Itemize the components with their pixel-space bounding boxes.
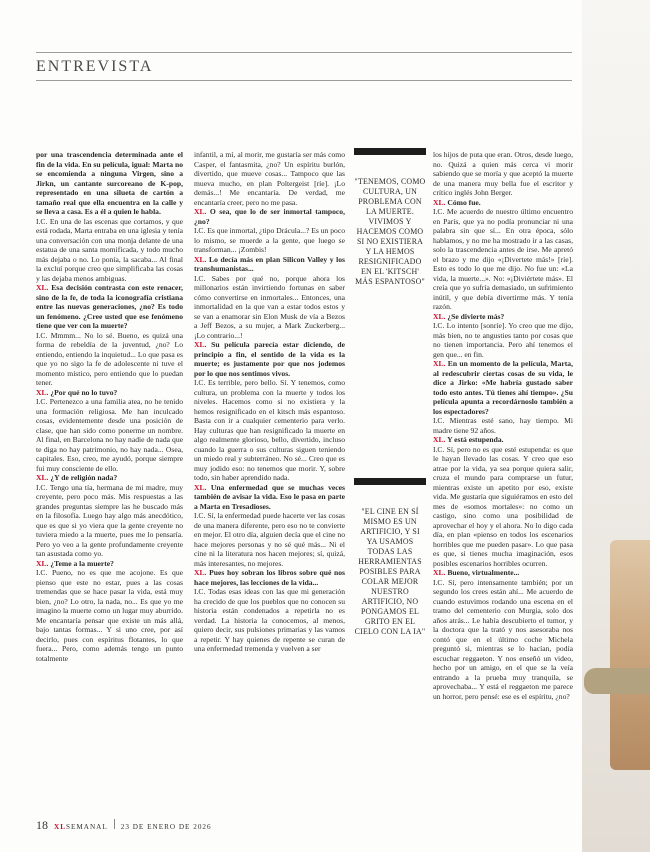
interviewer-tag: XL. [194,482,211,492]
interview-answer: I.C. Pueno, no es que me acojone. Es que pienso que este no estar, pues a las cosas tremendas que se hace pasar la vida, está muy bien, ¿no? Lo otro, la nada, no... Es que yo me imagino la muerte como un lugar muy aburrido. Me encantaría pensar que existe un más allá, bajo tantas formas... Y si uno cree, por así decirlo, pues con espíritus flotantes, lo que fuera... Pero, como además tengo un punto totalmente [36,568,183,663]
interview-answer: I.C. En una de las escenas que cortamos, y que está rodada, Marta entraba en una iglesia y tenía una conversación con una monja delante de una estatua de una santa momificada, y todo mucho más dejaba o no. Lo ponía, la sacaba... Al final la excluí porque creo que simplificaba las cosas y las dejaba menos ambiguas. [36,216,183,283]
interview-question: En un momento de la película, Marta, al redescubrir ciertas cosas de su vida, le dice a Jirko: «Me habría gustado saber todo esto antes. Tú tienes ahí tiempo». ¿Su película apunta a recordárnoslo también a los espectadores? [433,359,573,416]
interviewer-tag: XL. [36,283,52,292]
interview-answer: I.C. Pertenezco a una familia atea, no he tenido una formación religiosa. Me han inculcado cosas, evidentemente desde una posición de clase, que han sido como ponerme un nombre. Al final, en Barcelona no hay nadie de nada que te diga no hay patrimonio, no hay nada... Osea, capitales. Eso, creo, me ayudó, porque siempre fui muy consciente de ello. [36,397,183,473]
interviewer-tag: XL. [194,340,212,349]
interview-answer: I.C. Es que inmortal, ¿tipo Drácula...? Es un poco lo mismo, se muerde a la gente, que luego se transforman... ¡Zombis! [194,226,345,254]
interview-answer: I.C. Me acuerdo de nuestro último encuentro en París, que ya no podía pronunciar ni una palabra sin que sí... En otra época, sólo hablamos, y no me ha mostrado ir a las casas, solo la trascendencia antes de irse. Me apretó el brazo y me dijo «¡Divertete más!» [ríe]. Esto es todo lo que me dijo. No fue un: «La vida, la muerte...». No: «¡Diviértete más». El creía que yo sufría demasiado, un sufrimiento inútil, y que debía divertirme más. Y tenía razón. [433,207,573,311]
pull-quote-bar [354,478,426,485]
interview-answer: I.C. Todas esas ideas con las que mi generación ha crecido de que los pueblos que no conocen su historia están condenados a repetirla no es verdad. La historia la conocemos, al menos, quiero decir, sus pulsiones primarias y las vamos a repetir. Y hay quienes de repente se curan de una enfermedad tremenda y vuelven a ser [194,587,345,653]
interviewer-tag: XL. [433,568,448,577]
brand-name: SEMANAL [66,823,108,831]
interview-answer: I.C. Sí, pero no es que esté estupenda: es que le hayan llevado las cosas. Y creo que eso atrae por la vida, ya sea porque quiera salir, cruza el mundo para comprarse un futur, mientras existe un apetito por eso, existe vida. Me gustaría que siguiéramos en esto del mes de «somos mortales»: no como un castigo, sino como una posibilidad de aprovechar el hoy y el ahora. No lo digo cada día, en plan «pienso en todos los escenarios horribles que me pueden pasar». Lo que pasa es que, si tienes mucha imaginación, esos posibles escenarios horribles ocurren. [433,444,573,568]
interviewer-tag: XL. [433,311,448,321]
interview-question: por una trascendencia determinada ante el fin de la vida. En su película, igual: Marta no se encomienda a ninguna Virgen, sino a Jirkn, un cantante surcoreano de K-pop, representado en una silueta de cartón a tamaño real que ella encuentra en la calle y se lleva a casa. Es a él a quien le habla. [36,150,183,216]
interviewer-tag: XL. [433,435,448,444]
interview-answer: I.C. Sabes por qué no, porque ahora los millonarios están invirtiendo fortunas en saber cómo convertirse en inmortales... Entonces, una inmortalidad en la que van a estar todos estos y se van a enamorar sin Elon Musk de vía a Bezos a Jeff Bezos, a su mujer, a Mark Zuckerberg... ¡Lo contrario...! [194,273,345,340]
interview-answer: I.C. Lo intento [sonríe]. Yo creo que me dijo, más bien, no te angusties tanto por cosas que no tienen importancia. Pero ahí tenemos el gen que... en fin. [433,321,573,359]
column-text [433,150,573,701]
column-text [194,150,345,654]
pull-quote-bar [354,148,426,155]
interview-answer: I.C. Tengo una tía, hermana de mi madre, muy creyente, pero poco más. Mis respuestas a las grandes preguntas siempre las he buscado más en la filosofía. Luego hay algo más anecdótico, que es que si yo viera que la gente creyente no tuviera miedo a la muerte, pues me lo pensaría. Pero yo veo a la gente profundamente creyente tan asustada como yo. [36,482,183,558]
footer-separator [114,819,115,829]
interview-question: ¿Teme a la muerte? [50,558,114,568]
interview-question: Esa decisión contrasta con este renacer, sino de la fe, de toda la iconografía cristiana entre las nuevas generaciones, ¿no? Es todo un fenómeno. ¿Cree usted que ese fenómeno tiene que ver con la muerte? [36,283,183,330]
text-column-3 [433,150,573,800]
interview-answer: I.C. Es terrible, pero bello. Sí. Y tenemos, como cultura, un problema con la muerte y todos los niveles. Hacemos como si no existiera y la hemos resignificado en el kitsch más espantoso. Basta con ir a cualquier cementerio para verlo. Hay culturas que han resignificado la muerte en algo realmente glorioso, bello, divertido, incluso cuando la guerra o sus culturas siguen teniendo un miedo real y subterráneo. No sé... Creo que es muy jodido eso: no tenemos que morir. Y, sobre todo, sin haber aprendido nada. [194,378,345,482]
interview-question: ¿Y de religión nada? [50,473,118,482]
text-column-2 [194,150,345,800]
page-footer [36,818,212,833]
interview-question: Una enfermedad que se muchas veces también de avisar la vida. Eso le pasa en parte a Marta en Tresadioses. [194,482,345,511]
interview-question: Cómo fue. [447,197,481,207]
interviewer-tag: XL. [433,359,448,368]
issue-date: 23 DE ENERO DE 2026 [120,823,212,831]
interview-question: ¿Se divierte más? [447,311,505,321]
brand-xl: XL [54,823,66,831]
pull-quote-2 [354,478,426,637]
interview-answer: I.C. Sí, la enfermedad puede hacerte ver las cosas de una manera diferente, pero eso no te convierte en mejor. El otro día, alguien decía que el cine no hace mejores personas y no sé qué más... Ni el cine ni la literatura nos hacen mejores; sí, quizá, más interesantes, no mejores. [194,511,345,568]
page-number: 18 [36,818,48,832]
pull-quote-text: "TENEMOS, COMO CULTURA, UN PROBLEMA CON LA MUERTE. VIVIMOS Y HACEMOS COMO SI NO EXISTIERA Y LA HEMOS RESIGNIFICADO EN EL 'KITSCH' MÁS ESPANTOSO" [354,177,426,286]
interviewer-tag: XL. [36,473,51,482]
background-shoe [584,668,650,694]
interview-question: Lo decía más en plan Silicon Valley y los transhumanistas... [194,254,345,273]
interview-question: Bueno, virtualmente... [447,568,520,577]
interview-question: O sea, que lo de ser inmortal tampoco, ¿no? [194,207,345,226]
interview-answer: I.C. Mmmm... No lo sé. Bueno, es quizá una forma de rebeldía de la juventud, ¿no? Lo entiendo, entiendo la inquietud... Lo que pasa es que yo no sigo la fe de adolescente ni tuve el momento místico, pero entiendo que lo puedan tener. [36,330,183,387]
section-title: ENTREVISTA [36,58,154,75]
interview-answer: I.C. Sí, pero intensamente también; por un segundo los crees están ahí... Me acuerdo de cuando estuvimos rodando una escena en el tramo del cementerio con Murgia, solo dos años atrás... Le había descubierto el tumor, y la doctora que la trató y nos asesoraba nos contó que en el último coche Michela preguntó si, mientras se lo hacían, podía escuchar reggaeton. Y nos enseñó un video, hecho por un amigo, en el que se la veía entrando a la prueba muy tranquila, se aprovechaba... Y está el reggaeton me parece un horror, pero pensé: ese es el espíritu, ¿no? [433,577,573,701]
interview-answer: I.C. Mientras esté sano, hay tiempo. Mi madre tiene 92 años. [433,416,573,435]
pull-quote-text: "EL CINE EN SÍ MISMO ES UN ARTIFICIO, Y SI YA USAMOS TODAS LAS HERRAMIENTAS POSIBLES PARA COLAR MEJOR NUESTRO ARTIFICIO, NO PONGAMOS EL GRITO EN EL CIELO CON LA IA" [354,507,426,636]
interviewer-tag: XL. [36,387,51,397]
interview-question: ¿Por qué no lo tuvo? [50,387,118,397]
background-chair [610,540,650,770]
interview-question: Su película parecía estar diciendo, de principio a fin, el sentido de la vida es la muerte; es justamente por que nos jodemos por lo que nos sentimos vivos. [194,340,345,378]
interviewer-tag: XL. [194,254,210,264]
column-text [36,150,183,663]
interview-answer: infantil, a mí, al morir, me gustaría ser más como Casper, el fantasmita, ¿no? Un espíritu burlón, divertido, que mueve cosas... Tampoco que las mueva mucho, en plan Poltergeist [ríe]. ¡Lo demás...! Me encantaría. De verdad, me encantaría creer, pero no me pasa. [194,150,345,207]
interviewer-tag: XL. [433,197,448,207]
interviewer-tag: XL. [194,568,210,577]
background-photo [580,0,650,852]
interviewer-tag: XL. [194,207,210,216]
text-column-1 [36,150,183,800]
interviewer-tag: XL. [36,558,51,568]
title-rule [36,80,572,81]
pull-quote-1 [354,148,426,287]
interview-question: Pues hoy sobran los libros sobre qué nos hace mejores, las lecciones de la vida... [194,568,345,587]
top-rule [36,52,572,53]
interview-question: Y está estupenda. [447,435,504,444]
interview-answer: los hijos de puta que eran. Otros, desde luego, no. Quizá a quien más cerca vi morir sabiendo que se moría y que aceptó la muerte de una manera muy bella fue el escritor y crítico inglés John Berger. [433,150,573,197]
